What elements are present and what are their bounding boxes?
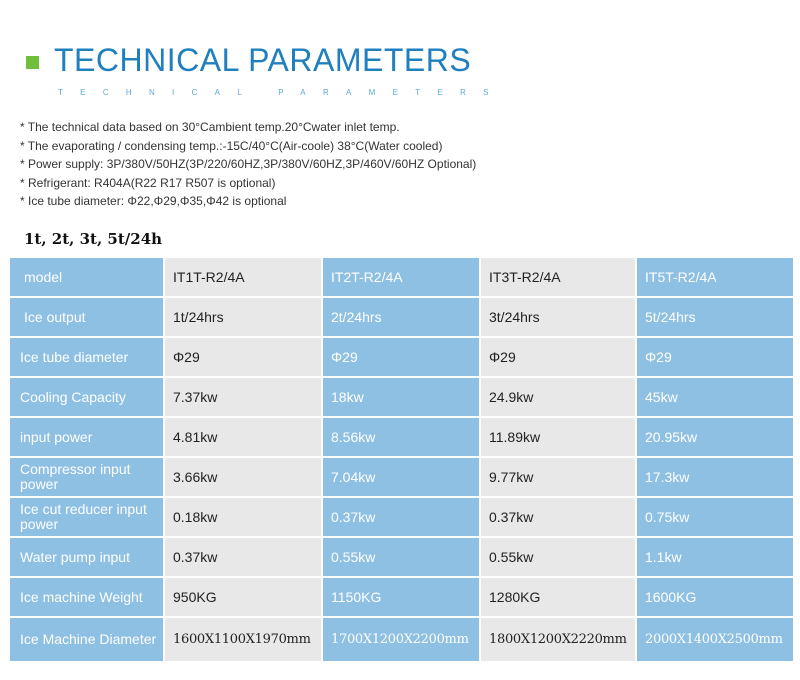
- table-cell: 2t/24hrs: [322, 297, 480, 337]
- table-cell: 3.66kw: [164, 457, 322, 497]
- table-cell: 1280KG: [480, 577, 636, 617]
- table-cell: IT5T-R2/4A: [636, 257, 794, 297]
- table-cell: 1t/24hrs: [164, 297, 322, 337]
- table-cell: 0.55kw: [480, 537, 636, 577]
- table-cell: Φ29: [480, 337, 636, 377]
- table-cell: 11.89kw: [480, 417, 636, 457]
- table-cell: 0.37kw: [164, 537, 322, 577]
- row-label: input power: [9, 417, 164, 457]
- table-cell: 950KG: [164, 577, 322, 617]
- table-cell: 0.18kw: [164, 497, 322, 537]
- table-cell: Φ29: [636, 337, 794, 377]
- row-label: Water pump input: [9, 537, 164, 577]
- page-subtitle: TECHNICAL PARAMETERS: [58, 88, 506, 97]
- table-cell: 0.37kw: [480, 497, 636, 537]
- table-row: [9, 377, 794, 417]
- table-cell: 5t/24hrs: [636, 297, 794, 337]
- note-line: * Power supply: 3P/380V/50HZ(3P/220/60HZ,3P/380V/60HZ,3P/460V/60HZ Optional): [20, 157, 477, 172]
- table-row: [9, 537, 794, 577]
- row-label: Compressor input power: [9, 457, 164, 497]
- table-row: [9, 417, 794, 457]
- table-row: [9, 337, 794, 377]
- table-cell: 20.95kw: [636, 417, 794, 457]
- row-label: Ice Machine Diameter: [9, 617, 164, 662]
- table-row: [9, 457, 794, 497]
- table-cell: 18kw: [322, 377, 480, 417]
- table-cell: Φ29: [322, 337, 480, 377]
- table-cell: 24.9kw: [480, 377, 636, 417]
- table-cell: IT1T-R2/4A: [164, 257, 322, 297]
- row-label: Ice machine Weight: [9, 577, 164, 617]
- table-row: [9, 497, 794, 537]
- table-cell: 7.37kw: [164, 377, 322, 417]
- table-cell: 8.56kw: [322, 417, 480, 457]
- table-cell: 17.3kw: [636, 457, 794, 497]
- row-label: Ice tube diameter: [9, 337, 164, 377]
- table-cell: Φ29: [164, 337, 322, 377]
- table-row: [9, 297, 794, 337]
- table-cell: IT2T-R2/4A: [322, 257, 480, 297]
- row-label: Cooling Capacity: [9, 377, 164, 417]
- table-cell: 7.04kw: [322, 457, 480, 497]
- table-cell: 2000X1400X2500mm: [636, 617, 794, 662]
- table-row: [9, 617, 794, 662]
- table-row: [9, 257, 794, 297]
- row-label: Ice output: [9, 297, 164, 337]
- note-line: * The evaporating / condensing temp.:-15C/40°C(Air-coole) 38°C(Water cooled): [20, 138, 443, 153]
- table-cell: 1600X1100X1970mm: [164, 617, 322, 662]
- note-line: * The technical data based on 30°Cambient temp.20°Cwater inlet temp.: [20, 120, 400, 134]
- table-cell: 3t/24hrs: [480, 297, 636, 337]
- row-label: Ice cut reducer input power: [9, 497, 164, 537]
- table-cell: 0.37kw: [322, 497, 480, 537]
- table-cell: 4.81kw: [164, 417, 322, 457]
- table-cell: 45kw: [636, 377, 794, 417]
- title-bullet-square: [26, 56, 39, 69]
- capacity-range-heading: 1t, 2t, 3t, 5t/24h: [24, 230, 163, 248]
- table-cell: IT3T-R2/4A: [480, 257, 636, 297]
- parameters-table: [8, 256, 795, 663]
- note-line: * Ice tube diameter: Φ22,Φ29,Φ35,Φ42 is optional: [20, 194, 287, 209]
- table-cell: 9.77kw: [480, 457, 636, 497]
- table-cell: 0.75kw: [636, 497, 794, 537]
- table-cell: 1.1kw: [636, 537, 794, 577]
- row-label: model: [9, 257, 164, 297]
- table-cell: 0.55kw: [322, 537, 480, 577]
- page-title: TECHNICAL PARAMETERS: [54, 42, 472, 78]
- technical-notes: [20, 118, 476, 211]
- table-cell: 1800X1200X2220mm: [480, 617, 636, 662]
- table-cell: 1700X1200X2200mm: [322, 617, 480, 662]
- note-line: * Refrigerant: R404A(R22 R17 R507 is optional): [20, 175, 276, 190]
- table-cell: 1150KG: [322, 577, 480, 617]
- table-cell: 1600KG: [636, 577, 794, 617]
- table-row: [9, 577, 794, 617]
